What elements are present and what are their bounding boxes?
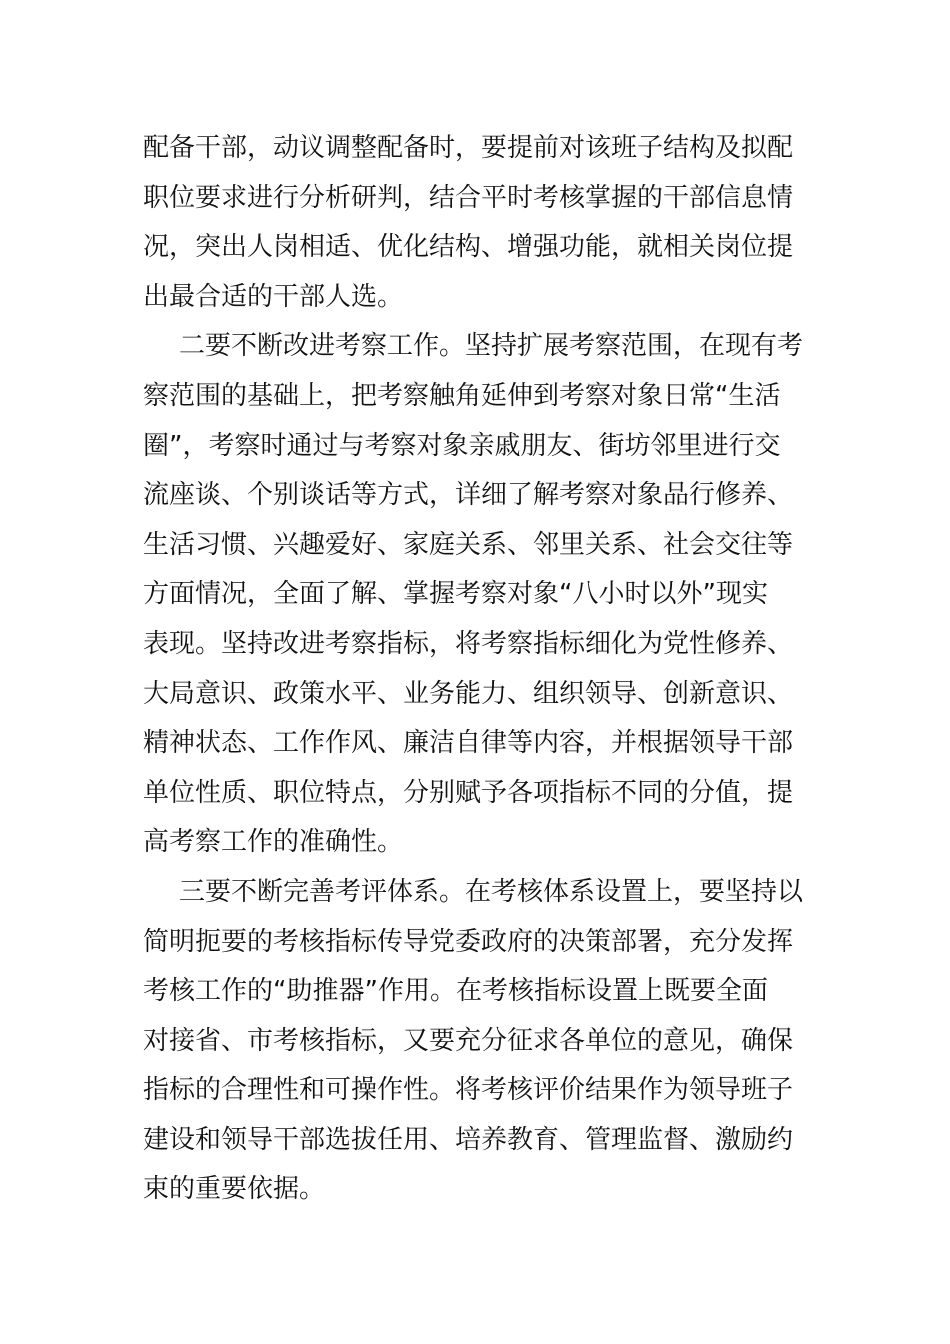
document-body: [143, 124, 809, 1215]
paragraph-first-line: 二要不断改进考察工作。坚持扩展考察范围，在现有考: [179, 331, 804, 362]
text-line: 况，突出人岗相适、优化结构、增强功能，就相关岗位提: [143, 232, 794, 263]
text-line: 察范围的基础上，把考察触角延伸到考察对象日常“生活: [143, 380, 781, 411]
text-line: 大局意识、政策水平、业务能力、组织领导、创新意识、: [143, 678, 794, 709]
text-line: 简明扼要的考核指标传导党委政府的决策部署，充分发挥: [143, 926, 794, 957]
text-line: 精神状态、工作作风、廉洁自律等内容，并根据领导干部: [143, 728, 794, 759]
text-line: 流座谈、个别谈话等方式，详细了解考察对象品行修养、: [143, 480, 794, 511]
text-line: 表现。坚持改进考察指标，将考察指标细化为党性修养、: [143, 628, 794, 659]
text-line: 出最合适的干部人选。: [143, 281, 404, 312]
text-line: 生活习惯、兴趣爱好、家庭关系、邻里关系、社会交往等: [143, 529, 794, 560]
text-line: 单位性质、职位特点，分别赋予各项指标不同的分值，提: [143, 777, 794, 808]
text-line: 方面情况，全面了解、掌握考察对象“八小时以外”现实: [143, 579, 768, 610]
text-line: 圈”，考察时通过与考察对象亲戚朋友、街坊邻里进行交: [143, 430, 781, 461]
text-line: 建设和领导干部选拔任用、培养教育、管理监督、激励约: [143, 1124, 794, 1155]
text-line: 指标的合理性和可操作性。将考核评价结果作为领导班子: [143, 1075, 794, 1106]
text-line: 高考察工作的准确性。: [143, 827, 404, 858]
text-line: 对接省、市考核指标，又要充分征求各单位的意见，确保: [143, 1025, 794, 1056]
paragraph-first-line: 三要不断完善考评体系。在考核体系设置上，要坚持以: [179, 876, 804, 907]
text-line: 职位要求进行分析研判，结合平时考核掌握的干部信息情: [143, 182, 794, 213]
text-line: 配备干部，动议调整配备时，要提前对该班子结构及拟配: [143, 133, 794, 163]
text-line: 考核工作的“助推器”作用。在考核指标设置上既要全面: [143, 976, 768, 1007]
text-line: 束的重要依据。: [143, 1174, 326, 1205]
